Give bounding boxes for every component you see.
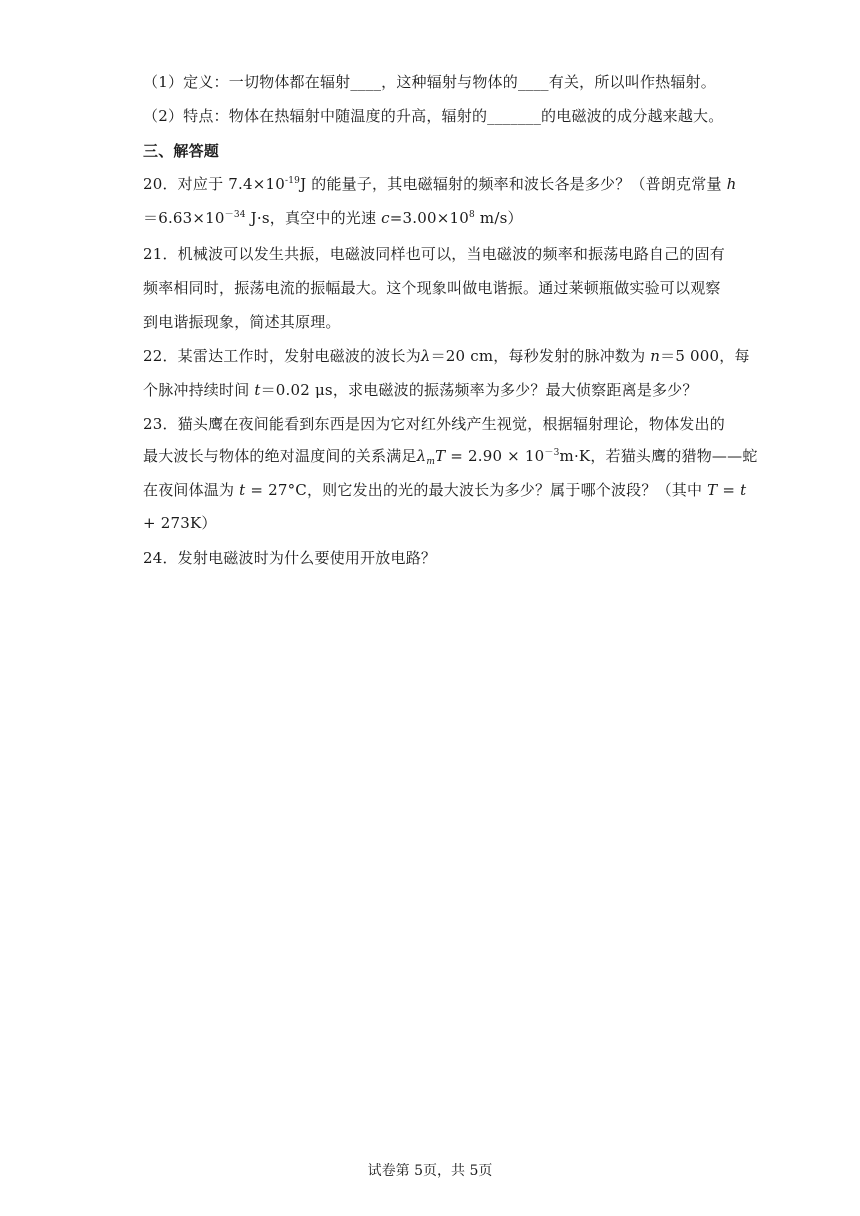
question-text: 21．机械波可以发生共振，电磁波同样也可以，当电磁波的频率和振荡电路自己的固有	[143, 245, 725, 263]
question-text: 频率相同时，振荡电流的振幅最大。这个现象叫做电谐振。通过莱顿瓶做实验可以观察	[143, 279, 721, 297]
question-21-line-2	[143, 278, 723, 298]
section-title: 三、解答题	[143, 142, 220, 160]
question-text: ＝0.02 μs，求电磁波的振荡频率为多少？最大侦察距离是多少？	[260, 381, 698, 399]
question-text: = 2.90 × 10	[445, 447, 545, 465]
question-text: 20．对应于 7.4×10	[143, 175, 285, 193]
question-23-line-1	[143, 414, 723, 434]
question-text: ＝6.63×10	[143, 209, 225, 227]
question-23-line-3	[143, 480, 747, 500]
question-text: 在夜间体温为	[143, 481, 240, 499]
page-footer	[0, 1162, 860, 1180]
variable-lambda: λ	[416, 447, 427, 465]
question-24	[143, 548, 723, 568]
question-19-1	[143, 72, 723, 92]
exponent: 8	[468, 210, 475, 220]
question-text: 到电谐振现象，简述其原理。	[143, 313, 341, 331]
page-number: 试卷第 5页，共 5页	[367, 1163, 493, 1179]
question-23-line-2	[143, 446, 758, 467]
question-text: m/s）	[474, 209, 523, 227]
variable-h: h	[726, 175, 737, 193]
question-text: （1）定义：一切物体都在辐射____，这种辐射与物体的____有关，所以叫作热辐射。	[143, 73, 716, 91]
question-22-line-1	[143, 346, 750, 366]
question-19-2	[143, 106, 723, 126]
question-text: 22．某雷达工作时，发射电磁波的波长为	[143, 347, 421, 365]
question-text: =	[717, 481, 741, 499]
variable-t: t	[740, 481, 747, 499]
question-text: =3.00×10	[389, 209, 469, 227]
question-text: m·K，若猫头鹰的猎物——蛇	[559, 447, 758, 465]
question-22-line-2	[143, 380, 723, 400]
variable-T: T	[707, 481, 718, 499]
question-23-line-4	[143, 513, 723, 533]
question-text: J 的能量子，其电磁辐射的频率和波长各是多少？（普朗克常量	[300, 175, 727, 193]
question-21-line-1	[143, 244, 723, 264]
exponent: -19	[284, 176, 301, 186]
question-20-line-2	[143, 208, 723, 228]
question-text: J·s，真空中的光速	[245, 209, 382, 227]
question-21-line-3	[143, 312, 723, 332]
exponent: －34	[224, 210, 246, 220]
question-text: 个脉冲持续时间	[143, 381, 255, 399]
variable-t: t	[254, 381, 261, 399]
variable-T: T	[435, 447, 446, 465]
variable-t: t	[239, 481, 246, 499]
question-text: 24．发射电磁波时为什么要使用开放电路？	[143, 549, 437, 567]
question-text: （2）特点：物体在热辐射中随温度的升高，辐射的_______的电磁波的成分越来越大。	[143, 107, 724, 125]
section-heading	[143, 141, 723, 161]
question-text: ＝5 000，每	[660, 347, 750, 365]
question-text: = 27°C，则它发出的光的最大波长为多少？属于哪个波段？（其中	[245, 481, 708, 499]
question-text: 最大波长与物体的绝对温度间的关系满足	[143, 447, 417, 465]
question-text: 23．猫头鹰在夜间能看到东西是因为它对红外线产生视觉，根据辐射理论，物体发出的	[143, 415, 725, 433]
variable-lambda: λ	[420, 347, 431, 365]
variable-n: n	[650, 347, 661, 365]
question-text: ＝20 cm，每秒发射的脉冲数为	[430, 347, 651, 365]
question-text: + 273K）	[143, 514, 217, 532]
exponent: －3	[544, 448, 560, 458]
question-20-line-1	[143, 174, 737, 194]
subscript: m	[426, 457, 436, 467]
variable-c: c	[381, 209, 390, 227]
